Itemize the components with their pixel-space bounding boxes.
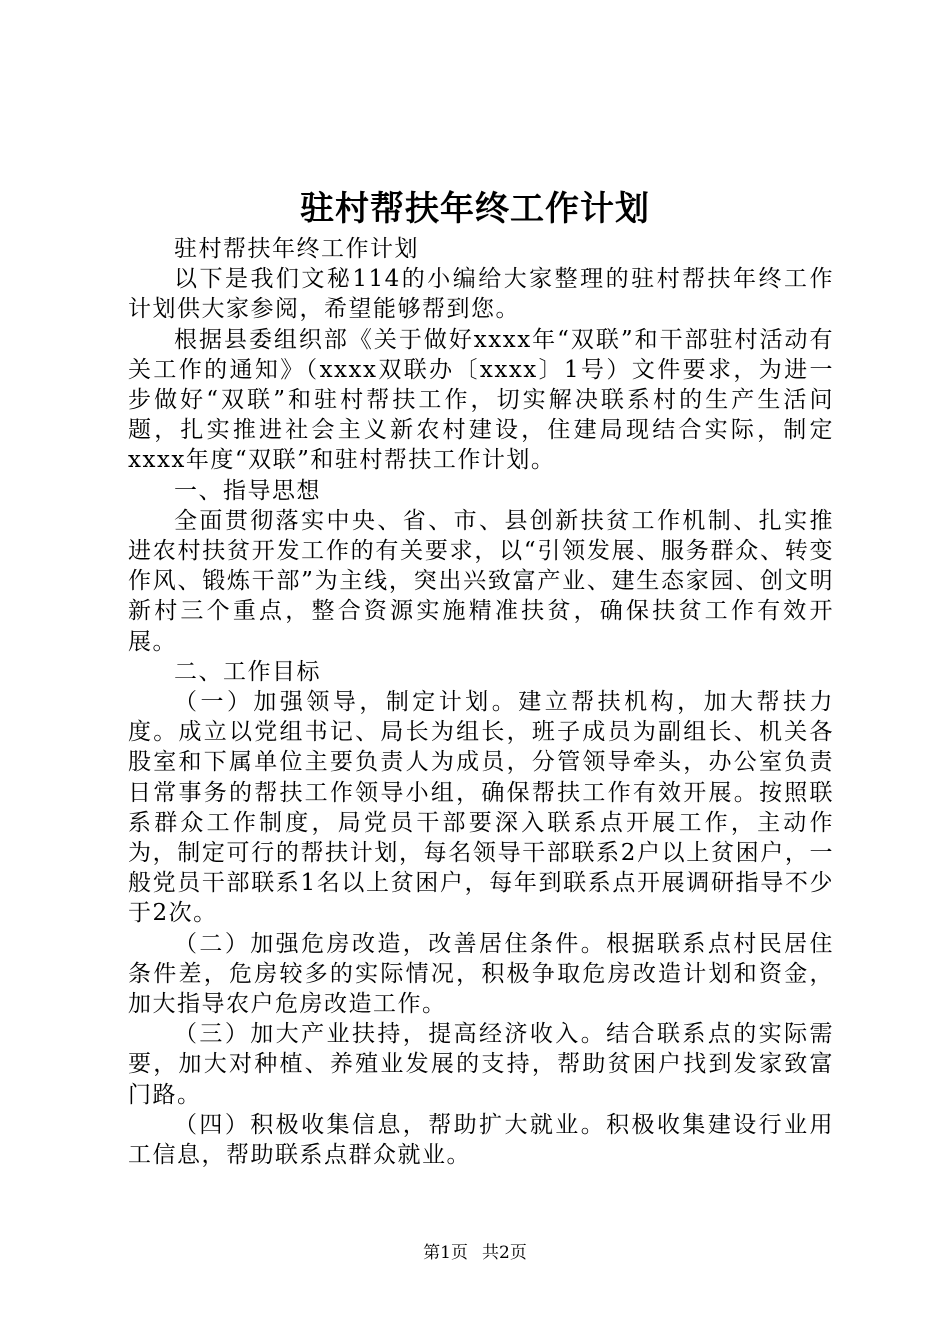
paragraph-guiding-ideology: 全面贯彻落实中央、省、市、县创新扶贫工作机制、扎实推进农村扶贫开发工作的有关要求，以“引领发展、服务群众、转变作风、锻炼干部”为主线，突出兴致富产业、建生态家园、创文明新村三个重点，整合资源实施精准扶贫，确保扶贫工作有效开展。	[128, 507, 834, 655]
paragraph-goal-4: （四）积极收集信息，帮助扩大就业。积极收集建设行业用工信息，帮助联系点群众就业。	[128, 1111, 834, 1169]
paragraph-goal-1: （一）加强领导，制定计划。建立帮扶机构，加大帮扶力度。成立以党组书记、局长为组长，班子成员为副组长、机关各股室和下属单位主要负责人为成员，分管领导牵头，办公室负责日常事务的帮扶工作领导小组，确保帮扶工作有效开展。按照联系群众工作制度，局党员干部要深入联系点开展工作，主动作为，制定可行的帮扶计划，每名领导干部联系2户以上贫困户，一般党员干部联系1名以上贫困户，每年到联系点开展调研指导不少于2次。	[128, 689, 834, 927]
document-title: 驻村帮扶年终工作计划	[300, 189, 650, 229]
page-number: 第1页	[423, 1243, 468, 1263]
document-body	[128, 234, 834, 1170]
paragraph-intro: 以下是我们文秘114的小编给大家整理的驻村帮扶年终工作计划供大家参阅，希望能够帮到您。	[128, 266, 834, 323]
section-heading-guiding-ideology: 一、指导思想	[174, 477, 321, 504]
page-footer	[0, 1241, 950, 1265]
paragraph-subtitle: 驻村帮扶年终工作计划	[174, 236, 419, 262]
paragraph-goal-2: （二）加强危房改造，改善居住条件。根据联系点村民居住条件差，危房较多的实际情况，积极争取危房改造计划和资金，加大指导农户危房改造工作。	[128, 930, 834, 1018]
section-heading-work-goals: 二、工作目标	[174, 658, 321, 685]
paragraph-background: 根据县委组织部《关于做好xxxx年“双联”和干部驻村活动有关工作的通知》（xxxx双联办〔xxxx〕1号）文件要求，为进一步做好“双联”和驻村帮扶工作，切实解决联系村的生产生活问题，扎实推进社会主义新农村建设，住建局现结合实际，制定xxxx年度“双联”和驻村帮扶工作计划。	[128, 326, 834, 474]
page-total: 共2页	[482, 1243, 527, 1263]
paragraph-goal-3: （三）加大产业扶持，提高经济收入。结合联系点的实际需要，加大对种植、养殖业发展的支持，帮助贫困户找到发家致富门路。	[128, 1021, 834, 1108]
